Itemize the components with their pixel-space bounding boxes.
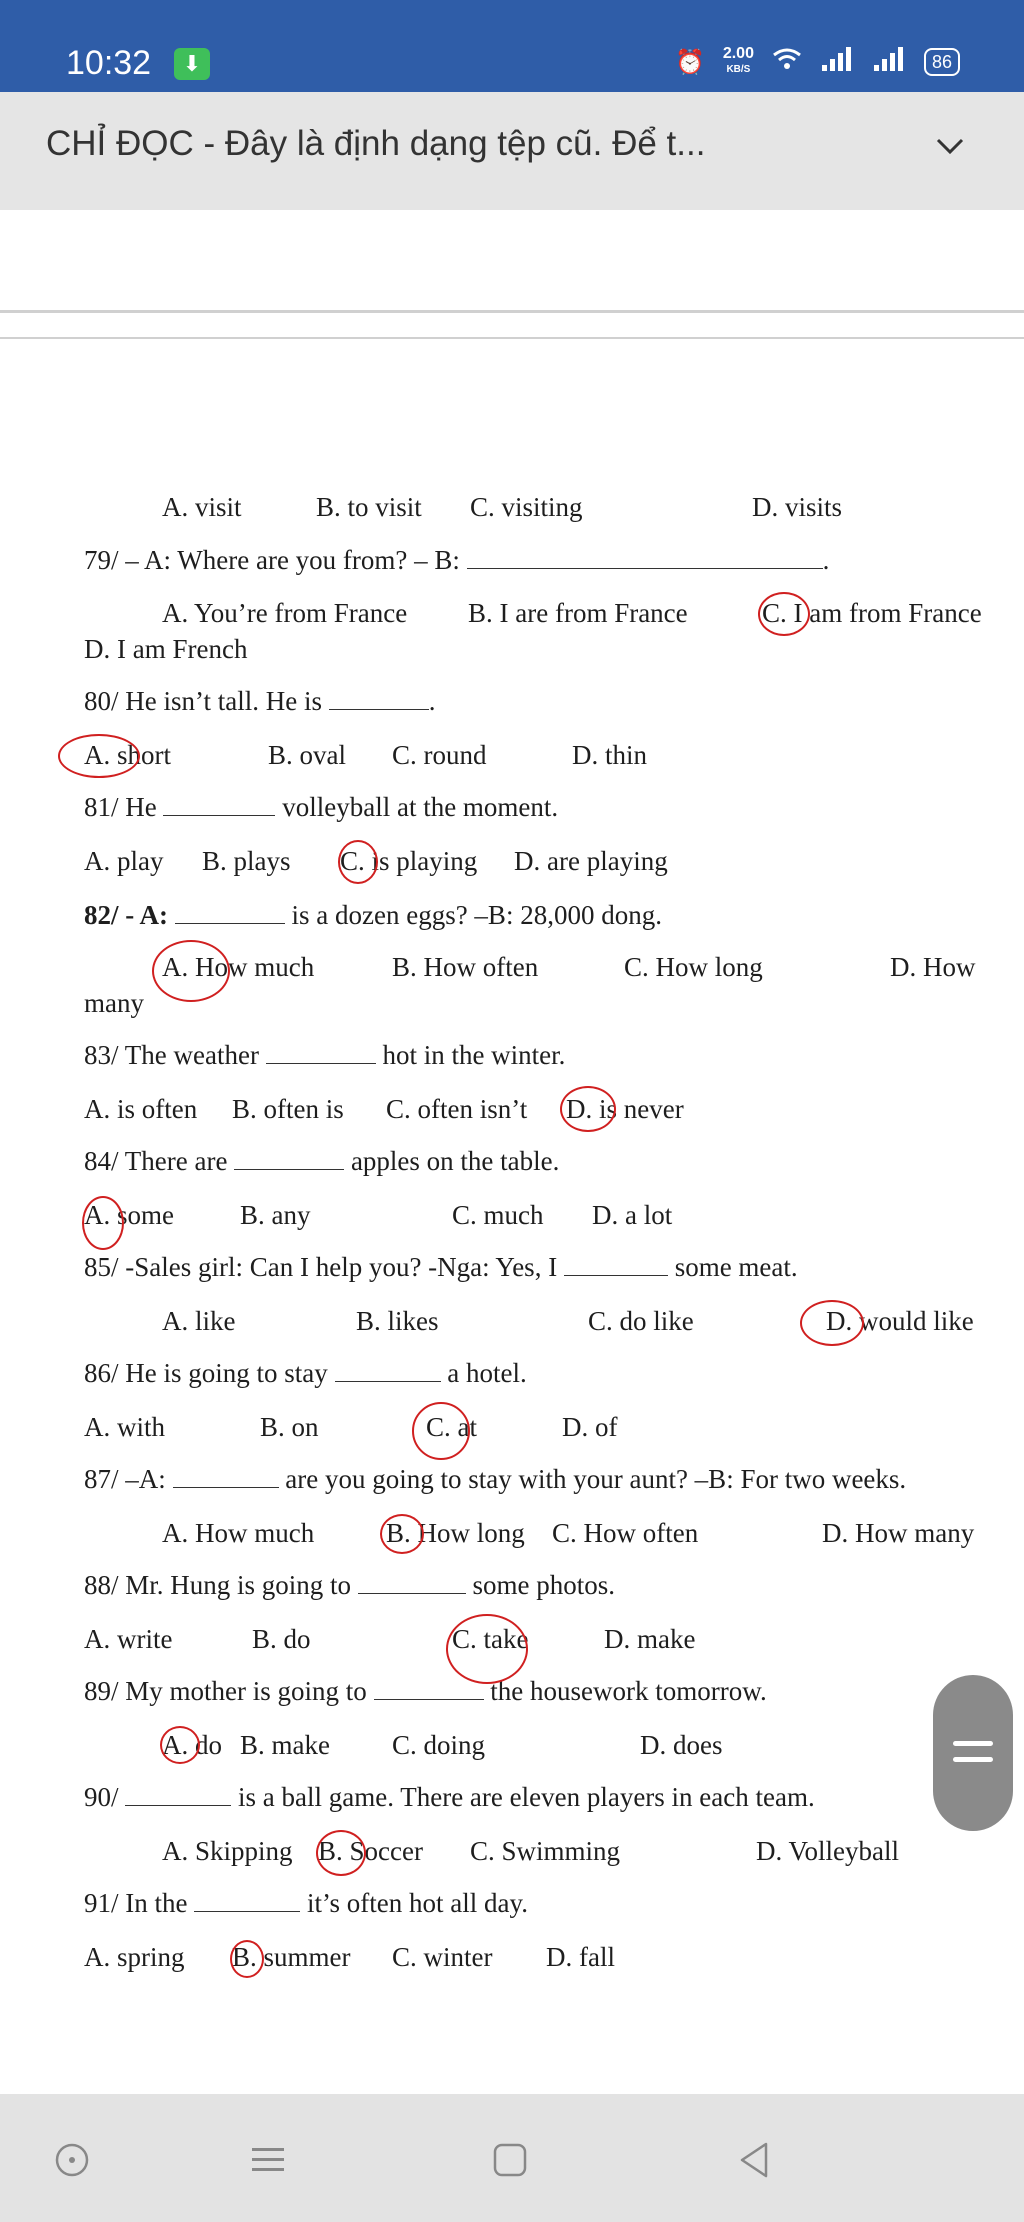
option: C. winter (392, 1942, 493, 1972)
answer-circle (800, 1300, 864, 1346)
option: D. are playing (514, 846, 668, 876)
signal-icon (872, 47, 906, 78)
option: A. Skipping (162, 1836, 293, 1866)
document-top-margin (0, 210, 1024, 310)
option: D. How (890, 952, 976, 982)
answer-circle (316, 1830, 366, 1876)
option: C. doing (392, 1730, 486, 1760)
question: 79/ – A: Where are you from? – B: . (84, 545, 830, 575)
option: C. Swimming (470, 1836, 621, 1866)
answer-circle (58, 734, 140, 778)
option: C. is playing (340, 846, 478, 876)
option: A. with (84, 1412, 165, 1442)
answer-circle (446, 1614, 528, 1684)
question: 85/ -Sales girl: Can I help you? -Nga: Yes, I some meat. (84, 1252, 798, 1282)
option: D. a lot (592, 1200, 673, 1230)
question: 91/ In the it’s often hot all day. (84, 1888, 528, 1918)
option: D. fall (546, 1942, 615, 1972)
question: 90/ is a ball game. There are eleven players in each team. (84, 1782, 815, 1812)
option: A. visit (162, 492, 242, 522)
option: C. How often (552, 1518, 699, 1548)
option: B. How often (392, 952, 539, 982)
option: B. oval (268, 740, 346, 770)
option: A. How much (162, 1518, 315, 1548)
option: B. to visit (316, 492, 422, 522)
document-page (0, 340, 1024, 2090)
question: 81/ He volleyball at the moment. (84, 792, 559, 822)
option: B. summer (232, 1942, 351, 1972)
question: 84/ There are apples on the table. (84, 1146, 560, 1176)
option: A. spring (84, 1942, 185, 1972)
option: C. at (426, 1412, 477, 1442)
option: D. I am French (84, 634, 248, 664)
option: C. do like (588, 1306, 694, 1336)
option: C. round (392, 740, 487, 770)
option: C. visiting (470, 492, 583, 522)
download-icon: ⬇ (174, 48, 210, 80)
option: A. play (84, 846, 164, 876)
option: A. How much (162, 952, 315, 982)
navigation-bar (0, 2094, 1024, 2222)
status-time: 10:32 (66, 44, 152, 82)
option: A. is often (84, 1094, 198, 1124)
option: B. often is (232, 1094, 344, 1124)
answer-circle (82, 1196, 124, 1250)
assistant-icon[interactable] (52, 2140, 92, 2180)
question: 80/ He isn’t tall. He is . (84, 686, 436, 716)
question: 82/ - A: is a dozen eggs? –B: 28,000 dong. (84, 900, 662, 930)
option: D. is never (566, 1094, 684, 1124)
option: A. do (162, 1730, 222, 1760)
option: B. on (260, 1412, 319, 1442)
answer-circle (380, 1514, 424, 1554)
option: A. like (162, 1306, 236, 1336)
option: D. does (640, 1730, 723, 1760)
option: C. How long (624, 952, 763, 982)
option: D. make (604, 1624, 696, 1654)
scroll-handle[interactable] (933, 1675, 1013, 1831)
option: B. do (252, 1624, 311, 1654)
option: C. much (452, 1200, 544, 1230)
wifi-icon (772, 47, 802, 78)
answer-circle (230, 1940, 264, 1978)
answer-circle (758, 592, 810, 636)
divider (0, 310, 1024, 313)
option: many (84, 988, 144, 1018)
readonly-banner[interactable] (0, 92, 1024, 210)
question: 86/ He is going to stay a hotel. (84, 1358, 527, 1388)
option: C. take (452, 1624, 529, 1654)
answer-circle (338, 840, 378, 884)
back-icon[interactable] (734, 2140, 774, 2180)
answer-circle (152, 940, 230, 1002)
battery-icon: 86 (924, 48, 960, 76)
option: B. plays (202, 846, 291, 876)
option: B. Soccer (318, 1836, 423, 1866)
option: A. write (84, 1624, 173, 1654)
chevron-down-icon[interactable] (930, 126, 970, 166)
network-speed: 2.00 KB/S (722, 45, 754, 75)
question: 88/ Mr. Hung is going to some photos. (84, 1570, 616, 1600)
option: D. Volleyball (756, 1836, 900, 1866)
status-icons (675, 46, 960, 78)
question: 89/ My mother is going to the housework tomorrow. (84, 1676, 767, 1706)
option: D. thin (572, 740, 648, 770)
question: 83/ The weather hot in the winter. (84, 1040, 566, 1070)
answer-circle (412, 1402, 470, 1460)
signal-icon (820, 47, 854, 78)
option: A. short (84, 740, 171, 770)
option: A. some (84, 1200, 174, 1230)
status-bar (0, 0, 1024, 92)
option: D. would like (826, 1306, 974, 1336)
home-icon[interactable] (490, 2140, 530, 2180)
alarm-icon: ⏰ (674, 48, 705, 76)
option: A. You’re from France (162, 598, 408, 628)
option: D. How many (822, 1518, 975, 1548)
option: B. any (240, 1200, 311, 1230)
option: B. make (240, 1730, 330, 1760)
option: D. of (562, 1412, 618, 1442)
question: 87/ –A: are you going to stay with your aunt? –B: For two weeks. (84, 1464, 907, 1494)
option: B. How long (386, 1518, 525, 1548)
option: C. I am from France (762, 598, 982, 628)
option: B. I are from France (468, 598, 688, 628)
answer-circle (560, 1086, 616, 1132)
banner-title: CHỈ ĐỌC - Đây là định dạng tệp cũ. Để t... (46, 124, 706, 163)
answer-circle (160, 1726, 200, 1764)
option: B. likes (356, 1306, 439, 1336)
divider (0, 337, 1024, 339)
option: D. visits (752, 492, 843, 522)
option: C. often isn’t (386, 1094, 528, 1124)
menu-icon[interactable] (248, 2140, 288, 2180)
